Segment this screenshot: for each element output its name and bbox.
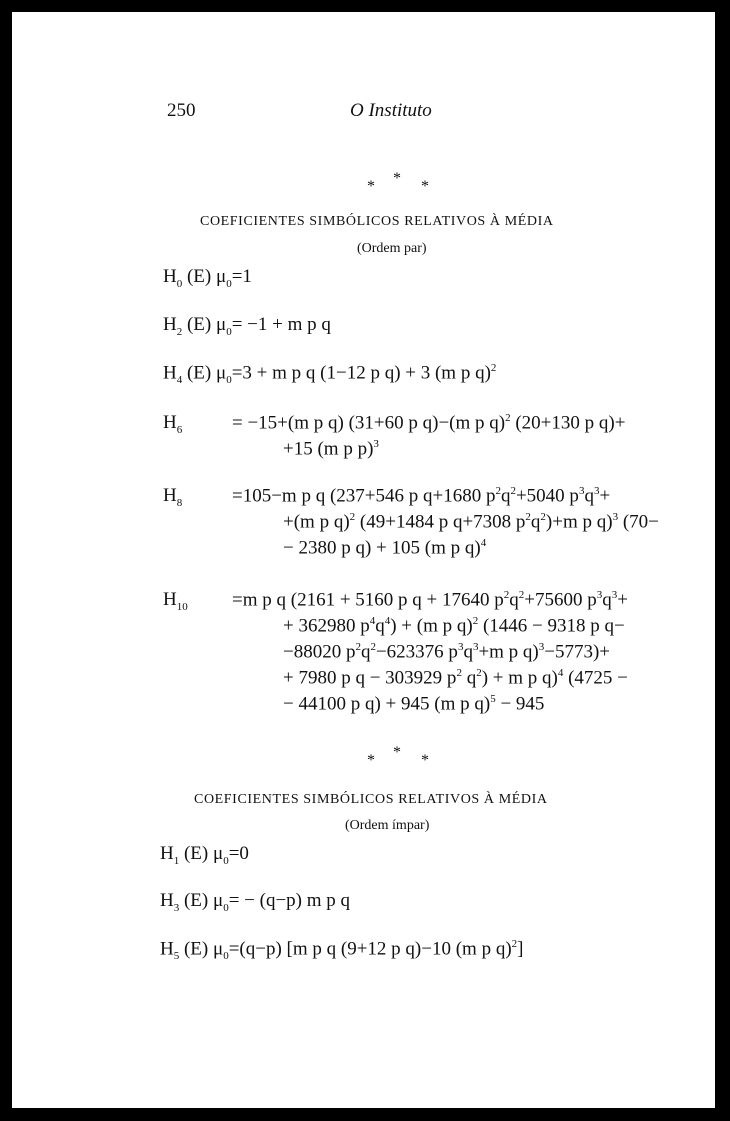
equation-h10-line5: − 44100 p q) + 945 (m p q)$^5$ − 945 <box>283 693 545 715</box>
equation-h10-line4: + 7980 p q − 303929 $p^2$ $q^2) + m$ p q)$^4$ (4725 − <box>283 667 628 689</box>
equation-h10-line3: −88020 $p^2q^2-623376$ $p^3q^3+m$ p q)$^3$−5773)+ <box>283 641 611 663</box>
equation-h8-line3: − 2380 p q) + 105 (m p q)$^4$ <box>283 537 487 559</box>
equation-h8-line2: +(m p q)$^2$ (49+1484 p q+7308 $p^2q^2)+m$ p q)$^3$ (70− <box>283 511 659 533</box>
equation-h10-line2: + 362980 $p^4q^4) + (m$ p q)$^2$ (1446 − 9318 p q− <box>283 615 625 637</box>
page-number: 250 <box>167 100 196 121</box>
label-h10: $H_{10}$ <box>163 589 188 613</box>
label-h6: $H_6$ <box>163 412 183 436</box>
equation-h2: $H_2$ (E) $\mu_0= -1 + m$ p q <box>163 314 331 338</box>
section-subheading-even: (Ordem par) <box>357 241 427 256</box>
equation-h1: $H_1$ (E) $\mu_0=0$ <box>160 843 249 867</box>
page: 250 O Instituto * * * COEFICIENTES SIMBÓLICOS RELATIVOS À MÉDIA (Ordem par) $H_0$ (E) $\mu_0=1$ $H_2$ (E) $\mu_0= -1 + m$ p q $H_4$ (E) $\mu_0=3 + m$ p q (1−12 p q) + 3 (m p q)$^2$ $H_6$ = −15+(m p q) (31+60 p q)−(m p q)$^2$ (20+130 p q)+ +15 (m p p)$^3$ $H_8$ =105−m p q (237+546 p q+1680 $p^2q^2+5040$ $p^3q^3+$ +(m p q)$^2$ (49+1484 p q+7308 $p^2q^2)+m$ p q)$^3$ (70− − 2380 p q) + 105 (m p q)$^4$ $H_{10}$ =m p q (2161 + 5160 p q + 17640 $p^2q^2+75600$ $p^3q^3+$ + 362980 $p^4q^4) + (m$ p q)$^2$ (1446 − 9318 p q− −88020 $p^2q^2-623376$ $p^3q^3+m$ p q)$^3$−5773)+ + 7980 p q − 303929 $p^2$ $q^2) + m$ p q)$^4$ (4725 − − 44100 p q) + 945 (m p q)$^5$ − 945 * * * COEFICIENTES SIMBÓLICOS RELATIVOS À MÉDIA (Ordem ímpar) $H_1$ (E) $\mu_0=0$ $H_3$ (E) $\mu_0= - (q-p)$ m p q $H_5$ (E) $\mu_0=(q-p)$ [m p q (9+12 p q)−10 (m p q)$^2$] <box>12 12 715 1108</box>
equation-h3: $H_3$ (E) $\mu_0= - (q-p)$ m p q <box>160 890 351 914</box>
equation-h8-line1: =105−m p q (237+546 p q+1680 $p^2q^2+5040$ $p^3q^3+$ <box>232 485 611 507</box>
equation-h6-line2: +15 (m p p)$^3$ <box>283 438 379 460</box>
running-title: O Instituto <box>350 100 432 121</box>
equation-h10-line1: =m p q (2161 + 5160 p q + 17640 $p^2q^2+75600$ $p^3q^3+$ <box>232 589 628 611</box>
section-subheading-odd: (Ordem ímpar) <box>345 818 430 833</box>
section-heading-odd: COEFICIENTES SIMBÓLICOS RELATIVOS À MÉDIA <box>194 792 548 807</box>
equation-h5: $H_5$ (E) $\mu_0=(q-p)$ [m p q (9+12 p q)−10 (m p q)$^2$] <box>160 938 524 963</box>
equation-h4: $H_4$ (E) $\mu_0=3 + m$ p q (1−12 p q) + 3 (m p q)$^2$ <box>163 362 497 387</box>
label-h8: $H_8$ <box>163 485 183 509</box>
section-heading-even: COEFICIENTES SIMBÓLICOS RELATIVOS À MÉDIA <box>200 214 554 229</box>
equation-h6-line1: = −15+(m p q) (31+60 p q)−(m p q)$^2$ (20+130 p q)+ <box>232 412 626 434</box>
equation-h0: $H_0$ (E) $\mu_0=1$ <box>163 266 252 290</box>
